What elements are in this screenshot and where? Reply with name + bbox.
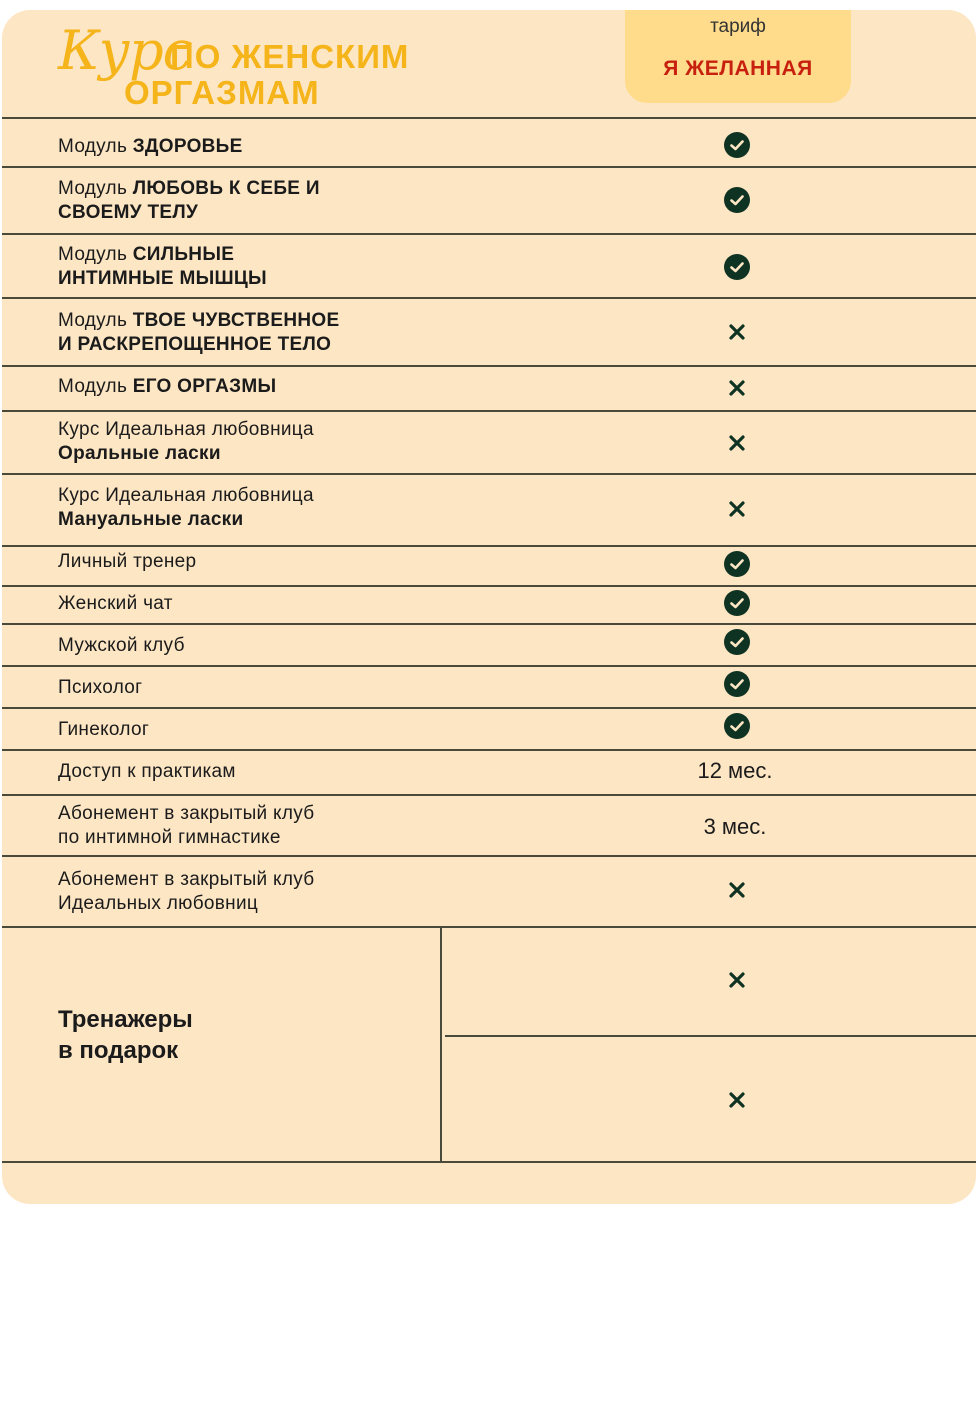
gifts-vertical-divider [440, 927, 442, 1162]
row-line1: Курс Идеальная любовница [58, 485, 314, 506]
row-divider [2, 623, 976, 625]
row-prefix: Модуль [58, 244, 133, 265]
cross-icon [724, 430, 750, 456]
row-divider [2, 365, 976, 367]
row-gynecologist [58, 718, 149, 742]
row-gym-club [58, 802, 314, 850]
row-divider [2, 410, 976, 412]
row-bold-line2: И РАСКРЕПОЩЕННОЕ ТЕЛО [58, 334, 332, 355]
row-line1: Доступ к практикам [58, 761, 236, 782]
tariff-header [625, 10, 851, 103]
row-line1: Курс Идеальная любовница [58, 419, 314, 440]
row-bold: ЛЮБОВЬ К СЕБЕ И [132, 178, 320, 199]
row-oral-mark [724, 430, 750, 456]
row-muscles-mark [724, 254, 750, 280]
row-psychologist [58, 676, 142, 700]
cross-icon [724, 319, 750, 345]
gifts-title-line2: в подарок [58, 1037, 179, 1064]
row-divider [2, 585, 976, 587]
check-circle-icon [724, 187, 750, 213]
tariff-name: Я ЖЕЛАННАЯ [663, 57, 813, 80]
gift-2-mark [724, 1087, 750, 1113]
gym-club-value: 3 мес. [703, 814, 767, 839]
gifts-row-divider [445, 1035, 976, 1037]
row-bold: ЕГО ОРГАЗМЫ [132, 376, 277, 397]
gifts-title [58, 1004, 193, 1066]
row-divider [2, 297, 976, 299]
row-bold: СИЛЬНЫЕ [132, 244, 235, 265]
check-circle-icon [724, 551, 750, 577]
row-gynecologist-mark [724, 713, 750, 739]
row-health-mark [724, 132, 750, 158]
tariff-label: тариф [710, 16, 766, 37]
row-lovers-club-mark [724, 877, 750, 903]
table-bottom-rule [2, 1161, 976, 1163]
row-divider [2, 473, 976, 475]
check-circle-icon [724, 132, 750, 158]
row-manual-mark [724, 496, 750, 522]
row-divider [2, 166, 976, 168]
row-divider [2, 233, 976, 235]
row-divider [2, 749, 976, 751]
row-his-orgasms-mark [724, 375, 750, 401]
row-line1: Женский чат [58, 593, 173, 614]
row-line2: по интимной гимнастике [58, 827, 281, 848]
cross-icon [724, 877, 750, 903]
row-line1: Мужской клуб [58, 635, 185, 656]
row-line1: Абонемент в закрытый клуб [58, 803, 315, 824]
row-divider [2, 794, 976, 796]
row-line1: Личный тренер [58, 551, 197, 572]
cross-icon [724, 496, 750, 522]
row-women-chat [58, 592, 173, 616]
row-bold-line2: Оральные ласки [58, 443, 221, 464]
practice-access-value: 12 мес. [697, 758, 773, 783]
cross-icon [724, 967, 750, 993]
check-circle-icon [724, 629, 750, 655]
row-self-love-mark [724, 187, 750, 213]
comparison-card [2, 10, 976, 1204]
row-bold: ТВОЕ ЧУВСТВЕННОЕ [132, 310, 340, 331]
header-divider [2, 117, 976, 119]
check-circle-icon [724, 590, 750, 616]
row-women-chat-mark [724, 590, 750, 616]
row-divider [2, 707, 976, 709]
row-his-orgasms [58, 375, 276, 399]
row-personal-trainer-mark [724, 551, 750, 577]
row-line2: Идеальных любовниц [58, 893, 259, 914]
row-muscles [58, 243, 267, 291]
course-title-script: Курс [58, 19, 192, 82]
row-practice-access [58, 760, 236, 784]
row-bold-line2: ИНТИМНЫЕ МЫШЦЫ [58, 268, 267, 289]
row-oral [58, 418, 314, 466]
row-divider [2, 665, 976, 667]
row-self-love [58, 177, 320, 225]
check-circle-icon [724, 671, 750, 697]
row-prefix: Модуль [58, 310, 133, 331]
row-psychologist-mark [724, 671, 750, 697]
row-manual [58, 484, 314, 532]
row-prefix: Модуль [58, 178, 133, 199]
row-prefix: Модуль [58, 376, 133, 397]
row-line1: Психолог [58, 677, 143, 698]
row-men-club [58, 634, 185, 658]
course-title-line2: ОРГАЗМАМ [124, 74, 320, 111]
row-personal-trainer [58, 550, 196, 574]
row-men-club-mark [724, 629, 750, 655]
row-divider [2, 855, 976, 857]
row-lovers-club [58, 868, 314, 916]
gifts-title-line1: Тренажеры [58, 1006, 193, 1033]
row-bold-line2: Мануальные ласки [58, 509, 244, 530]
gift-1-mark [724, 967, 750, 993]
row-sensual-body [58, 309, 339, 357]
row-bold-line2: СВОЕМУ ТЕЛУ [58, 202, 199, 223]
cross-icon [724, 375, 750, 401]
row-bold: ЗДОРОВЬЕ [132, 136, 243, 157]
row-health [58, 135, 243, 159]
row-divider [2, 926, 976, 928]
row-line1: Гинеколог [58, 719, 150, 740]
row-prefix: Модуль [58, 136, 133, 157]
cross-icon [724, 1087, 750, 1113]
row-sensual-body-mark [724, 319, 750, 345]
course-title-line1: ПО ЖЕНСКИМ [170, 38, 410, 75]
row-divider [2, 545, 976, 547]
check-circle-icon [724, 254, 750, 280]
check-circle-icon [724, 713, 750, 739]
row-line1: Абонемент в закрытый клуб [58, 869, 315, 890]
